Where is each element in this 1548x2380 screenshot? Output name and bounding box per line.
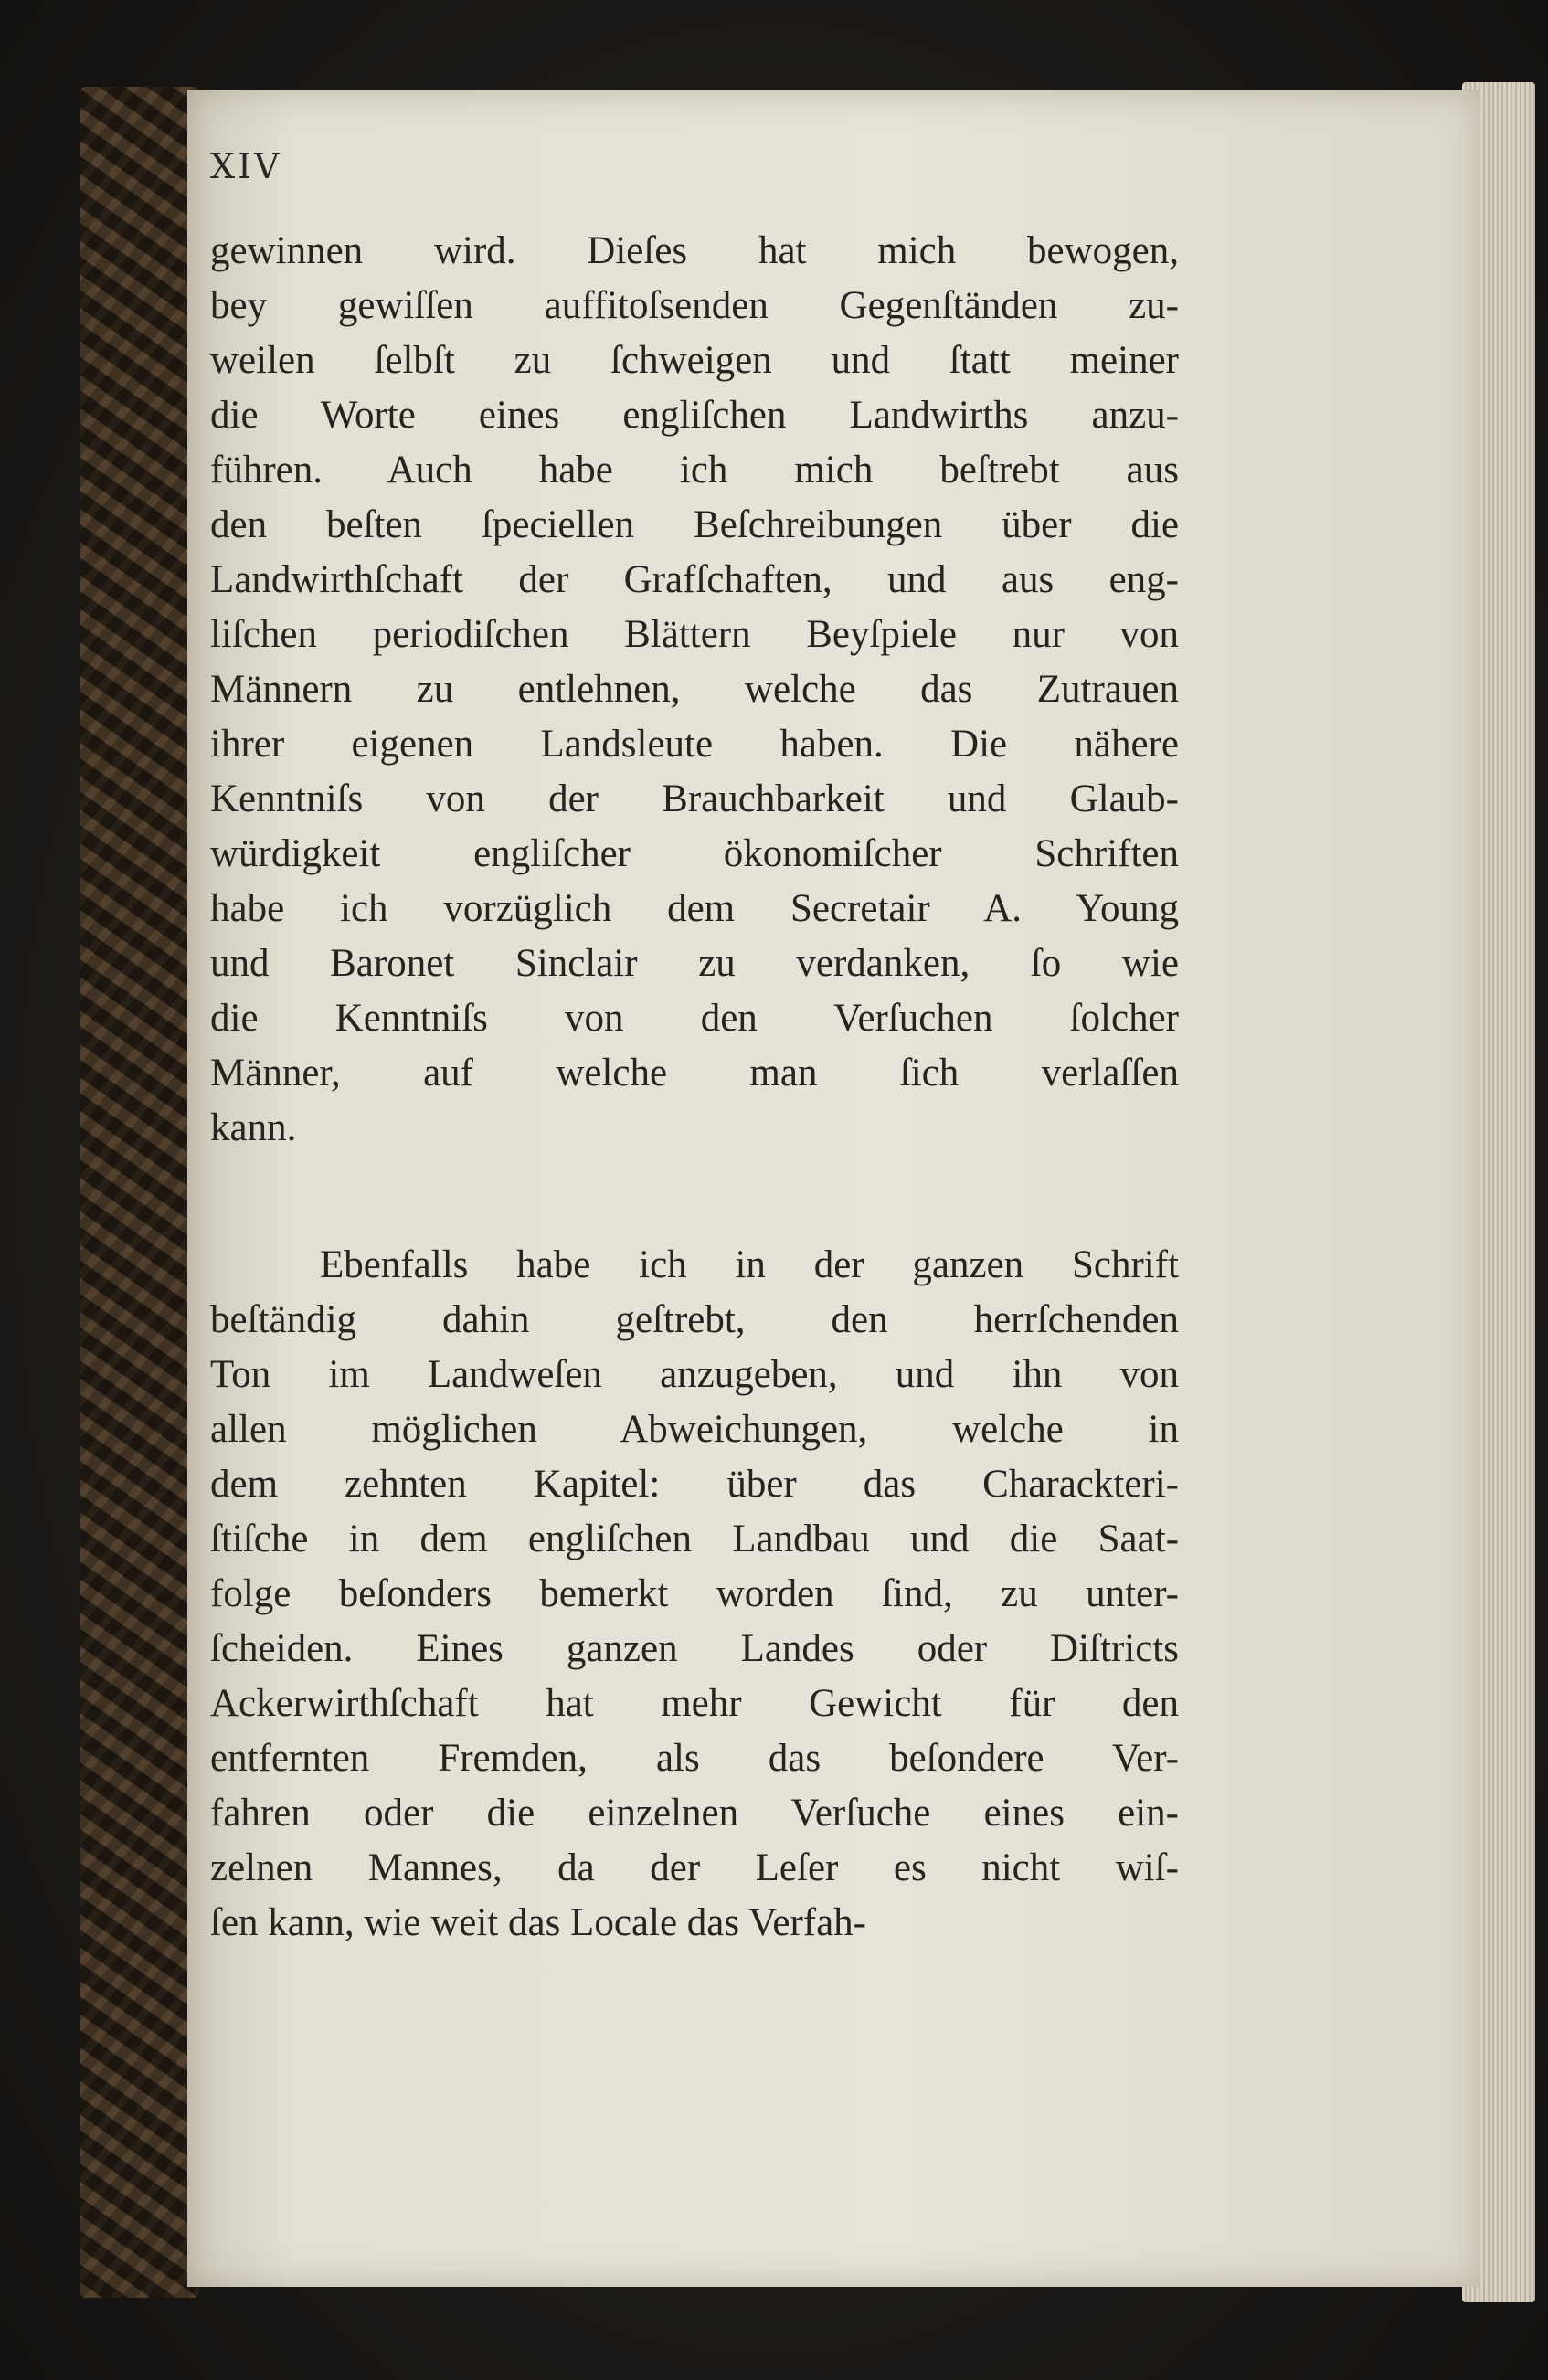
text-line: würdigkeit engliſcher ökonomiſcher Schriften (210, 832, 1179, 875)
text-line: Ackerwirthſchaft hat mehr Gewicht für den (210, 1682, 1179, 1725)
text-line: Männer, auf welche man ſich verlaſſen (210, 1052, 1179, 1095)
page-number: XIV (210, 146, 282, 186)
text-line: Ebenfalls habe ich in der ganzen Schrift (320, 1243, 1179, 1286)
text-line: allen möglichen Abweichungen, welche in (210, 1408, 1179, 1451)
text-line: die Worte eines engliſchen Landwirths anzu- (210, 394, 1179, 437)
text-line: beſtändig dahin geſtrebt, den herrſchenden (210, 1298, 1179, 1341)
text-line: den beſten ſpeciellen Beſchreibungen über die (210, 503, 1179, 546)
paragraph-gap (210, 1156, 1179, 1238)
text-line: ſcheiden. Eines ganzen Landes oder Diſtricts (210, 1627, 1179, 1670)
text-line: Kenntniſs von der Brauchbarkeit und Glaub- (210, 777, 1179, 820)
text-line: die Kenntniſs von den Verſuchen ſolcher (210, 997, 1179, 1040)
body-text (210, 224, 1179, 1951)
text-line: gewinnen wird. Dieſes hat mich bewogen, (210, 229, 1179, 272)
marbled-cover-edge (80, 87, 199, 2298)
text-line: ſen kann, wie weit das Locale das Verfah- (210, 1901, 866, 1944)
text-line: entfernten Fremden, als das beſondere Ver- (210, 1737, 1179, 1780)
text-line: weilen ſelbſt zu ſchweigen und ſtatt meiner (210, 339, 1179, 382)
text-line: ſtiſche in dem engliſchen Landbau und die Saat- (210, 1518, 1179, 1560)
text-line: und Baronet Sinclair zu verdanken, ſo wie (210, 942, 1179, 985)
text-line: dem zehnten Kapitel: über das Charackteri- (210, 1463, 1179, 1506)
text-line: Landwirthſchaft der Grafſchaften, und aus eng- (210, 558, 1179, 601)
text-line: bey gewiſſen auffitoſsenden Gegenſtänden zu- (210, 284, 1179, 327)
paragraph (210, 1238, 1179, 1951)
text-line: fahren oder die einzelnen Verſuche eines ein- (210, 1792, 1179, 1835)
text-line: liſchen periodiſchen Blättern Beyſpiele nur von (210, 613, 1179, 656)
text-line: führen. Auch habe ich mich beſtrebt aus (210, 449, 1179, 492)
text-line: folge beſonders bemerkt worden ſind, zu unter- (210, 1572, 1179, 1615)
text-line: ihrer eigenen Landsleute haben. Die nähere (210, 723, 1179, 766)
text-line: Männern zu entlehnen, welche das Zutrauen (210, 668, 1179, 711)
text-line: Ton im Landweſen anzugeben, und ihn von (210, 1353, 1179, 1396)
text-line: zelnen Mannes, da der Leſer es nicht wiſ- (210, 1846, 1179, 1889)
text-line: habe ich vorzüglich dem Secretair A. Young (210, 887, 1179, 930)
text-line: kann. (210, 1106, 297, 1149)
paragraph (210, 224, 1179, 1156)
